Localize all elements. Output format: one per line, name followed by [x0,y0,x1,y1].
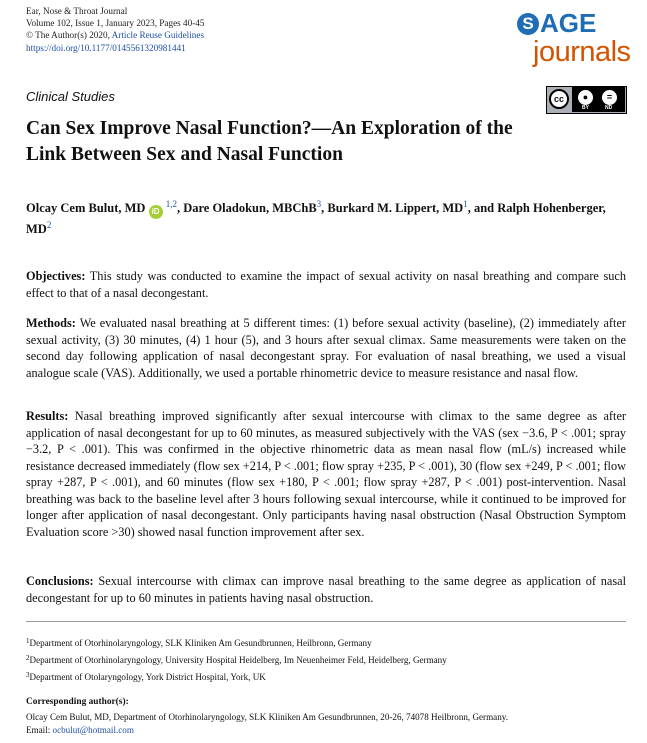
methods-label: Methods: [26,316,76,330]
doi-link[interactable]: https://doi.org/10.1177/0145561320981441 [26,42,186,53]
cc-icon: cc [549,89,569,109]
affiliation-2 [26,654,626,666]
methods-text: We evaluated nasal breathing at 5 different times: (1) before sexual activity (baseline), (2) immediately after sexual activity, (3) 30 minutes, (4) 1 hour (5), and 3 hours after sexual climax. Same measurements were taken on the second day following application of nasal decongestant spray. For evaluation of nasal breathing, we used a visual analogue scale (VAS). Additionally, we used a portable rhinometric device to measure resistance and nasal flow. [26,316,626,380]
journal-metadata [26,5,204,54]
reuse-guidelines-link[interactable]: Article Reuse Guidelines [111,30,205,41]
sage-text: AGE [540,8,597,38]
affiliation-number: 3 [26,671,30,679]
sage-wordmark [517,8,596,39]
objectives-label: Objectives: [26,269,86,283]
copyright-line [26,29,204,41]
results-label: Results: [26,409,69,423]
corresponding-text: Olcay Cem Bulut, MD, Department of Otorhinolaryngology, SLK Kliniken Am Gesundbrunnen, 20-26, 74078 Heilbronn, Germany. [26,712,508,722]
sage-journals-logo[interactable] [517,8,629,70]
affiliation-number: 1 [26,637,30,645]
abstract-methods [26,315,626,381]
author-1: Olcay Cem Bulut, MD [26,201,146,215]
affiliation-3 [26,671,626,683]
email-link[interactable]: ocbulut@hotmail.com [52,725,134,735]
affiliation-1 [26,637,626,649]
cc-by-label: BY [582,105,589,111]
abstract-conclusions [26,573,626,606]
copyright-text: © The Author(s) 2020, [26,30,112,41]
divider [26,621,626,622]
cc-nd-label: ND [605,105,613,111]
author-3: , Burkard M. Lippert, MD [321,201,464,215]
affiliation-number: 2 [26,654,30,662]
author-2: , Dare Oladokun, MBChB [176,201,317,215]
abstract-results [26,408,626,540]
article-title: Can Sex Improve Nasal Function?—An Exploration of the Link Between Sex and Nasal Function [26,118,513,165]
author-1-affiliation[interactable]: 1,2 [165,199,177,209]
journals-wordmark: journals [533,36,631,68]
author-2-affiliation[interactable]: 3 [316,199,322,209]
affiliation-text: Department of Otorhinolaryngology, SLK Kliniken Am Gesundbrunnen, Heilbronn, Germany [29,638,372,648]
author-3-affiliation[interactable]: 1 [463,199,468,209]
author-4-affiliation[interactable]: 2 [46,220,52,230]
abstract-objectives [26,268,626,301]
journal-volume: Volume 102, Issue 1, January 2023, Pages 40-45 [26,18,205,29]
no-derivatives-icon: = [602,90,617,105]
conclusions-label: Conclusions: [26,574,94,588]
corresponding-author [26,711,628,737]
cc-license-badge[interactable] [546,86,627,114]
journal-name: Ear, Nose & Throat Journal [26,6,128,16]
author-list [26,198,626,240]
conclusions-text: Sexual intercourse with climax can improve nasal breathing to the same degree as application of nasal decongestant for up to 60 minutes in patients having nasal obstruction. [26,574,626,605]
affiliation-text: Department of Otolaryngology, York District Hospital, York, UK [29,672,266,682]
results-text: Nasal breathing improved significantly after sexual intercourse with climax to the same degree as after application of nasal decongestant for up to 60 minutes, as measured subjectively with the VAS (sex −3.6, P < .001; spray −3.2, P < .001). This was confirmed in the objective rhinometric data as mean nasal flow (mL/s) increased while resistance decreased immediately (flow sex +214, P < .001; flow spray +235, P < .001), 30 (flow sex +249, P < .001; flow spray +287, P < .001), and 60 minutes (flow sex +180, P < .001; flow spray +287, P < .001) post-intervention. Nasal breathing was back to the baseline level after 3 hours following sexual intercourse, while it continued to be improved for longer after application of nasal decongestant. Only participants having nasal obstruction (Nasal Obstruction Symptom Evaluation score >30) showed nasal function improvement after sex. [26,409,626,539]
corresponding-heading: Corresponding author(s): [26,697,129,707]
affiliation-text: Department of Otorhinolaryngology, University Hospital Heidelberg, Im Neuenheimer Feld, Heidelberg, Germany [29,655,447,665]
section-label: Clinical Studies [26,89,115,104]
attribution-icon: ● [578,90,593,105]
objectives-text: This study was conducted to examine the impact of sexual activity on nasal breathing and compare such effect to that of a nasal decongestant. [26,269,626,300]
author-4: , and Ralph Hohenberger, MD [26,201,606,236]
email-label: Email: [26,725,53,735]
orcid-icon[interactable]: iD [149,205,163,219]
sage-s-icon: S [517,13,539,35]
